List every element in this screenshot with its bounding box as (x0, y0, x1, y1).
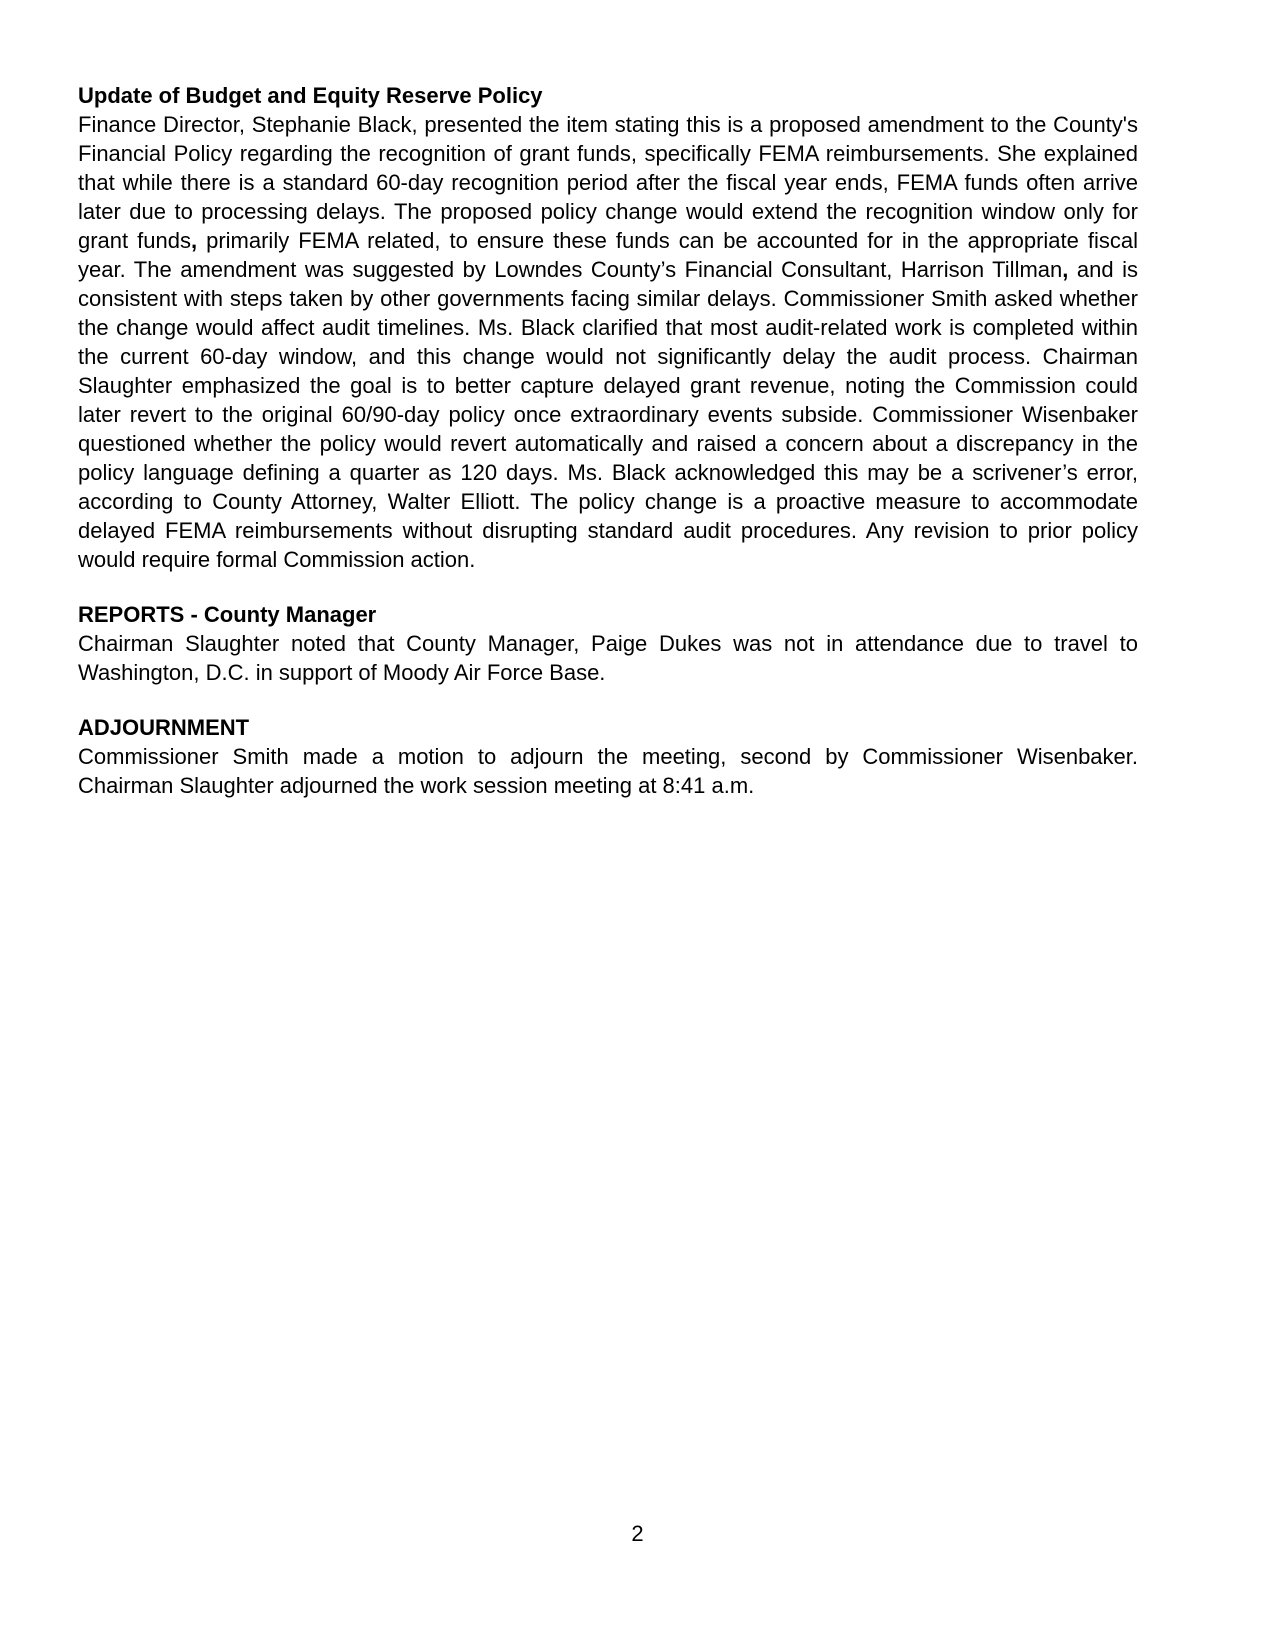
section-heading: Update of Budget and Equity Reserve Policy (78, 83, 543, 108)
section-paragraph (78, 110, 1138, 574)
section-paragraph (78, 742, 1138, 800)
paragraph-segment: Chairman Slaughter noted that County Manager, Paige Dukes was not in attendance due to travel to Washington, D.C. in support of Moody Air Force Base. (78, 631, 1138, 685)
section-heading: REPORTS - County Manager (78, 602, 377, 627)
page-number: 2 (631, 1521, 644, 1546)
paragraph-segment: Finance Director, Stephanie Black, presented the item stating this is a proposed amendment to the County's Financial Policy regarding the recognition of grant funds, specifically FEMA reimbursements. She explained that while there is a standard 60-day recognition period after the fiscal year ends, FEMA funds often arrive later due to processing delays. The proposed policy change would extend the recognition window only for grant funds (78, 112, 1138, 253)
document-section (78, 713, 1138, 800)
paragraph-segment: and is consistent with steps taken by other governments facing similar delays. Commissioner Smith asked whether the change would affect audit timelines. Ms. Black clarified that most audit-related work is completed within the current 60-day window, and this change would not significantly delay the audit process. Chairman Slaughter emphasized the goal is to better capture delayed grant revenue, noting the Commission could later revert to the original 60/90-day policy once extraordinary events subside. Commissioner Wisenbaker questioned whether the policy would revert automatically and raised a concern about a discrepancy in the policy language defining a quarter as 120 days. Ms. Black acknowledged this may be a scrivener’s error, according to County Attorney, Walter Elliott. The policy change is a proactive measure to accommodate delayed FEMA reimbursements without disrupting standard audit procedures. Any revision to prior policy would require formal Commission action. (78, 257, 1138, 572)
paragraph-segment: primarily FEMA related, to ensure these funds can be accounted for in the appropriate fiscal year. The amendment was suggested by Lowndes County’s Financial Consultant, Harrison Tillman (78, 228, 1138, 282)
document-section (78, 81, 1138, 574)
section-heading: ADJOURNMENT (78, 715, 250, 740)
document-content (78, 81, 1138, 800)
paragraph-segment-bold: , (1062, 257, 1069, 282)
paragraph-segment-bold: , (190, 228, 198, 253)
paragraph-segment: Commissioner Smith made a motion to adjourn the meeting, second by Commissioner Wisenbaker. Chairman Slaughter adjourned the work session meeting at 8:41 a.m. (78, 744, 1138, 798)
document-section (78, 600, 1138, 687)
section-paragraph (78, 629, 1138, 687)
